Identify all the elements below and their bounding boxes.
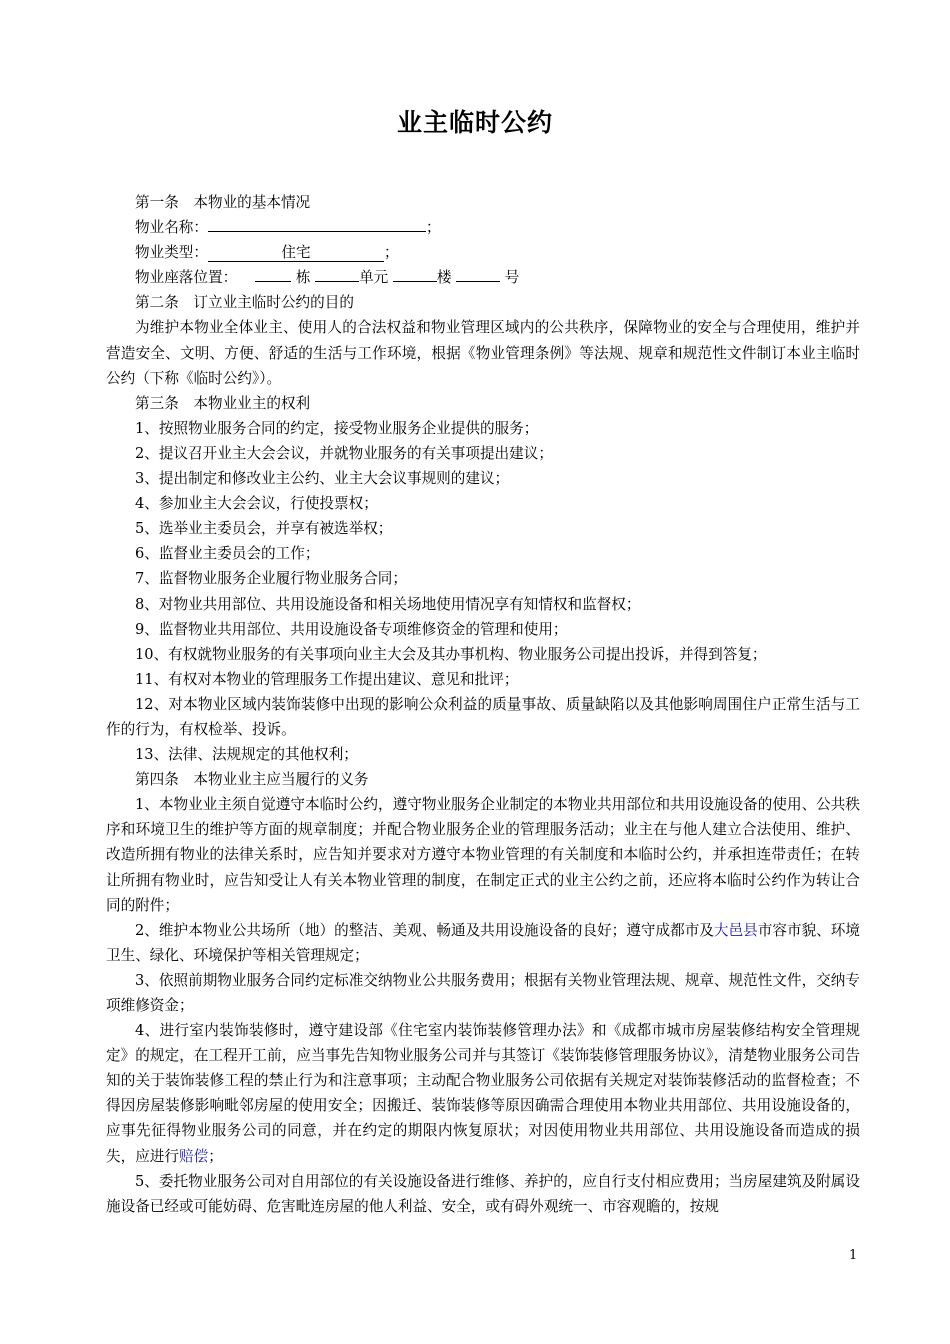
unit-hao: 号: [504, 269, 520, 287]
dayi-county-link[interactable]: 大邑县: [713, 921, 758, 939]
article-3-heading: 第三条 本物业业主的权利: [135, 394, 311, 412]
article-4-item-4: [106, 1018, 860, 1169]
article-4-item-1: 1、本物业业主须自觉遵守本临时公约，遵守物业服务企业制定的本物业共用部位和共用设施设备的使用、公共秩序和环境卫生的维护等方面的规章制度；并配合物业服务企业的管理服务活动；业主在与他人建立合法使用、维护、改造所拥有物业的法律关系时，应告知并要求对方遵守本物业管理的有关制度和本临时公约，并承担连带责任；在转让所拥有物业时，应告知受让人有关本物业管理的制度，在制定正式的业主公约之前，还应将本临时公约作为转让合同的附件；: [106, 796, 860, 914]
article-3-item: 8、对物业共用部位、共用设施设备和相关场地使用情况享有知情权和监督权；: [135, 595, 641, 613]
article-3-item: 4、参加业主大会会议，行使投票权；: [135, 495, 378, 513]
unit-lou: 楼: [436, 269, 452, 287]
article-3-item: 12、对本物业区域内装饰装修中出现的影响公众利益的质量事故、质量缺陷以及其他影响周围住户正常生活与工作的行为，有权检举、投诉。: [106, 695, 860, 738]
property-name-label: 物业名称：: [135, 219, 208, 237]
article-3-item: 10、有权就物业服务的有关事项向业主大会及其办事机构、物业服务公司提出投诉，并得到答复；: [135, 645, 767, 663]
article-3-item: 2、提议召开业主大会会议，并就物业服务的有关事项提出建议；: [135, 444, 553, 462]
property-location-line: [106, 265, 860, 290]
unit-dong: 栋: [295, 269, 311, 287]
page-number: 1: [849, 1248, 858, 1263]
property-type-line: [106, 240, 860, 265]
unit-blank: [315, 281, 359, 282]
semicolon: ；: [383, 244, 399, 262]
number-blank: [456, 281, 500, 282]
article-1-heading: 第一条 本物业的基本情况: [135, 194, 311, 211]
item-2-text-a: 2、维护本物业公共场所（地）的整洁、美观、畅通及共用设施设备的良好；遵守成都市及: [135, 921, 714, 939]
item-4-text-a: 4、进行室内装饰装修时，遵守建设部《住宅室内装饰装修管理办法》和《成都市城市房屋装修结构安全管理规定》的规定，在工程开工前，应当事先告知物业服务公司并与其签订《装饰装修管理服务协议》，清楚物业服务公司告知的关于装饰装修工程的禁止行为和注意事项；主动配合物业服务公司依据有关规定对装饰装修活动的监督检查；不得因房屋装修影响毗邻房屋的使用安全；因搬迁、装饰装修等原因确需合理使用本物业共用部位、共用设施设备的，应事先征得物业服务公司的同意，并在约定的期限内恢复原状；对因使用物业共用部位、共用设施设备而造成的损失，应进行: [106, 1022, 860, 1165]
semicolon: ；: [425, 219, 441, 237]
item-4-text-b: ；: [208, 1147, 223, 1165]
article-4-item-5: 5、委托物业服务公司对自用部位的有关设施设备进行维修、养护的，应自行支付相应费用；当房屋建筑及附属设施设备已经或可能妨碍、危害毗连房屋的他人利益、安全，或有碍外观统一、市容观瞻的，按规: [106, 1172, 860, 1215]
article-3-item: 9、监督物业共用部位、共用设施设备专项维修资金的管理和使用；: [135, 620, 568, 638]
floor-blank: [393, 281, 437, 282]
building-blank: [255, 281, 291, 282]
document-title: 业主临时公约: [396, 108, 553, 137]
article-3-item: 3、提出制定和修改业主公约、业主大会议事规则的建议；: [135, 470, 510, 488]
article-2-body: 为维护本物业全体业主、使用人的合法权益和物业管理区域内的公共秩序，保障物业的安全与合理使用，维护并营造安全、文明、方便、舒适的生活与工作环境，根据《物业管理条例》等法规、规章和规范性文件制订本业主临时公约（下称《临时公约》）。: [106, 319, 860, 387]
compensation-link[interactable]: 赔偿: [178, 1147, 209, 1165]
property-location-label: 物业座落位置：: [135, 269, 238, 287]
article-3-item: 6、监督业主委员会的工作；: [135, 545, 320, 563]
property-name-blank: [208, 231, 426, 232]
property-type-blank: 住宅: [208, 244, 384, 262]
article-3-item: 7、监督物业服务企业履行物业服务合同；: [135, 570, 407, 588]
unit-danyuan: 单元: [359, 269, 389, 287]
article-4-heading: 第四条 本物业业主应当履行的义务: [135, 771, 369, 789]
property-name-line: [106, 215, 860, 240]
article-4-item-3: 3、依照前期物业服务合同约定标准交纳物业公共服务费用；根据有关物业管理法规、规章、规范性文件，交纳专项维修资金；: [106, 971, 860, 1014]
article-2-heading: 第二条 订立业主临时公约的目的: [135, 294, 354, 312]
property-type-label: 物业类型：: [135, 244, 208, 262]
article-3-item: 13、法律、法规规定的其他权利；: [135, 746, 358, 764]
article-4-item-2: [106, 918, 860, 968]
article-3-item: 5、选举业主委员会，并享有被选举权；: [135, 520, 393, 538]
item-2-text-b: 市容市貌、环境卫生、绿化、环境保护等相关管理规定；: [106, 921, 860, 964]
article-3-item: 11、有权对本物业的管理服务工作提出建议、意见和批评；: [135, 670, 519, 688]
document-body: [106, 190, 860, 1219]
article-3-item: 1、按照物业服务合同的约定，接受物业服务企业提供的服务；: [135, 419, 539, 437]
